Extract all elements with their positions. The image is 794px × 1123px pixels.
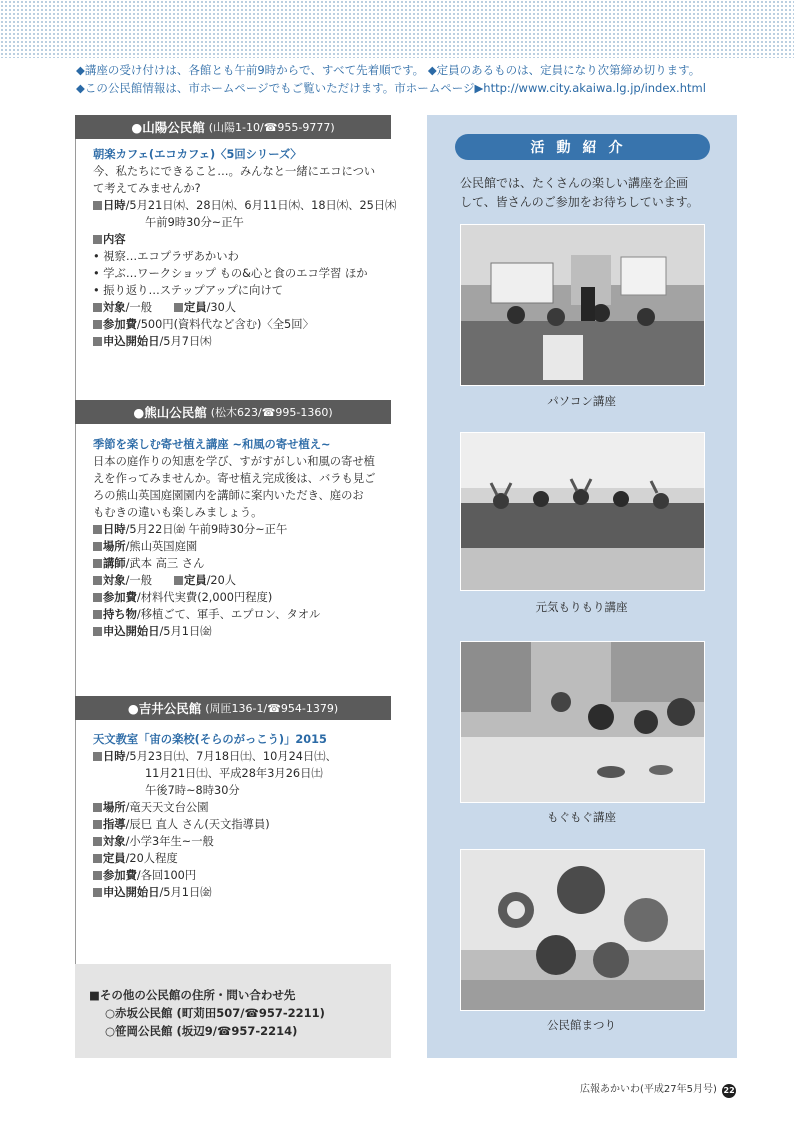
activities-heading: 活動紹介: [455, 134, 710, 160]
notice-line-2: ◆この公民館情報は、市ホームページでもご覧いただけます。市ホームページ▶http://www.city.akaiwa.lg.jp/index.html: [76, 81, 706, 95]
yoshii-start: /5月1日㈮: [159, 886, 212, 899]
activities-intro-2: して、皆さんのご参加をお待ちしています。: [460, 195, 699, 209]
yoshii-place-label: 場所: [103, 801, 126, 814]
bullet-square-icon: [93, 871, 102, 880]
kumayama-desc-1: 日本の庭作りの知恵を学び、すがすがしい和風の寄せ植: [93, 455, 375, 468]
bullet-square-icon: [93, 576, 102, 585]
caption-festival: 公民館まつり: [547, 1018, 616, 1032]
photo-computer-class: [460, 224, 705, 386]
sanyo-date-1: /5月21日㈭、28日㈭、6月11日㈭、18日㈭、25日㈭: [125, 199, 397, 212]
sanyo-item-2: • 学ぶ…ワークショップ もの&心と食のエコ学習 ほか: [93, 267, 368, 280]
bullet-square-icon: [93, 320, 102, 329]
kumayama-section: [93, 436, 389, 640]
yoshii-fee-label: 参加費: [103, 869, 137, 882]
sanyo-name: ●山陽公民館: [131, 120, 205, 135]
kumayama-desc-2: えを作ってみませんか。寄せ植え完成後は、バラも見ご: [93, 472, 376, 485]
sanyo-fee: /500円(資料代など含む)〈全5回〉: [136, 318, 314, 331]
sanyo-title: 朝楽カフェ(エコカフェ)〈5回シリーズ〉: [93, 148, 302, 161]
notice-line-1: ◆講座の受け付けは、各館とも午前9時からで、すべて先着順です。 ◆定員のあるものは、定員になり次第締め切ります。: [76, 63, 701, 77]
photo-exercise-class: [460, 432, 705, 591]
bullet-square-icon: [174, 576, 183, 585]
activities-intro-1: 公民館では、たくさんの楽しい講座を企画: [460, 176, 689, 190]
caption-exercise-class: 元気もりもり講座: [535, 600, 628, 614]
sanyo-item-3: • 振り返り…ステップアップに向けて: [93, 284, 283, 297]
bullet-square-icon: [93, 542, 102, 551]
kumayama-name: ●熊山公民館: [133, 405, 207, 420]
sanyo-capacity-label: 定員: [184, 301, 207, 314]
sanyo-target-label: 対象: [103, 301, 126, 314]
kumayama-place: /熊山英国庭園: [125, 540, 198, 553]
sanyo-date-2: 午前9時30分~正午: [145, 216, 244, 229]
bullet-square-icon: [93, 837, 102, 846]
yoshii-name: ●吉井公民館: [127, 701, 202, 716]
kumayama-desc-3: ろの熊山英国庭園園内を講師に案内いただき、庭のお: [93, 489, 364, 502]
bullet-square-icon: [93, 303, 102, 312]
yoshii-title: 天文教室「宙の楽校(そらのがっこう)」2015: [93, 733, 327, 746]
sanyo-fee-label: 参加費: [103, 318, 137, 331]
kumayama-place-label: 場所: [103, 540, 126, 553]
sanyo-item-1: • 視察…エコプラザあかいわ: [93, 250, 239, 263]
sanyo-capacity: /30人: [206, 301, 237, 314]
contact-title: ■その他の公民館の住所・問い合わせ先: [89, 988, 296, 1002]
sanyo-start-label: 申込開始日: [103, 335, 160, 348]
sanyo-address: (山陽1-10/☎955-9777): [208, 121, 335, 134]
sanyo-start: /5月7日㈭: [159, 335, 212, 348]
yoshii-address: (周匝136-1/☎954-1379): [205, 702, 339, 715]
yoshii-date-1: /5月23日㈯、7月18日㈯、10月24日㈯、: [125, 750, 337, 763]
kumayama-lecturer: /武本 高三 さん: [125, 557, 205, 570]
yoshii-capacity: /20人程度: [125, 852, 178, 865]
contact-akasaka: ○赤坂公民館 (町苅田507/☎957-2211): [105, 1006, 325, 1020]
contact-sasaoka: ○笹岡公民館 (坂辺9/☎957-2214): [105, 1024, 298, 1038]
page-number: 22: [722, 1084, 736, 1098]
yoshii-place: /竜天天文台公園: [125, 801, 209, 814]
kumayama-title: 季節を楽しむ寄せ植え講座 ~和風の寄せ植え~: [93, 438, 331, 451]
bullet-square-icon: [93, 610, 102, 619]
bullet-square-icon: [93, 752, 102, 761]
yoshii-date-2: 11月21日㈯、平成28年3月26日㈯: [145, 767, 323, 780]
yoshii-target-label: 対象: [103, 835, 126, 848]
yoshii-guide: /辰巳 直人 さん(天文指導員): [125, 818, 270, 831]
sanyo-section: [93, 146, 397, 350]
bullet-square-icon: [93, 201, 102, 210]
kumayama-target: /一般: [125, 574, 153, 587]
footer: [580, 1080, 736, 1098]
dotted-header-band: [0, 0, 794, 58]
bullet-square-icon: [93, 854, 102, 863]
kumayama-start: /5月1日㈮: [159, 625, 212, 638]
photo-cooking-class: [460, 641, 705, 803]
kumayama-address: (松木623/☎995-1360): [210, 406, 333, 419]
bullet-square-icon: [93, 803, 102, 812]
yoshii-capacity-label: 定員: [103, 852, 126, 865]
kumayama-capacity-label: 定員: [184, 574, 207, 587]
activities-intro: [460, 174, 715, 212]
footer-publication: 広報あかいわ(平成27年5月号): [580, 1084, 717, 1095]
yoshii-fee: /各回100円: [136, 869, 197, 882]
bullet-square-icon: [93, 525, 102, 534]
kumayama-date: /5月22日㈮ 午前9時30分~正午: [125, 523, 288, 536]
sanyo-content-label: 内容: [103, 233, 126, 246]
kumayama-desc-4: もむきの違いも楽しみましょう。: [93, 506, 263, 519]
caption-cooking-class: もぐもぐ講座: [547, 810, 616, 824]
contact-box: [75, 964, 391, 1058]
sanyo-desc-1: 今、私たちにできること…。みんなと一緒にエコについ: [93, 165, 376, 178]
sanyo-header: [75, 115, 391, 139]
kumayama-fee: /材料代実費(2,000円程度): [136, 591, 273, 604]
kumayama-bring: /移植ごて、軍手、エプロン、タオル: [136, 608, 321, 621]
yoshii-guide-label: 指導: [103, 818, 126, 831]
kumayama-bring-label: 持ち物: [103, 608, 137, 621]
sanyo-date-label: 日時: [103, 199, 126, 212]
sanyo-desc-2: て考えてみませんか?: [93, 182, 201, 195]
yoshii-header: [75, 696, 391, 720]
yoshii-start-label: 申込開始日: [103, 886, 160, 899]
bullet-square-icon: [93, 235, 102, 244]
bullet-square-icon: [174, 303, 183, 312]
kumayama-header: [75, 400, 391, 424]
yoshii-date-3: 午後7時~8時30分: [145, 784, 240, 797]
bullet-square-icon: [93, 888, 102, 897]
bullet-square-icon: [93, 627, 102, 636]
kumayama-target-label: 対象: [103, 574, 126, 587]
caption-computer-class: パソコン講座: [547, 394, 616, 408]
yoshii-date-label: 日時: [103, 750, 126, 763]
kumayama-date-label: 日時: [103, 523, 126, 536]
sanyo-target: /一般: [125, 301, 153, 314]
kumayama-start-label: 申込開始日: [103, 625, 160, 638]
bullet-square-icon: [93, 593, 102, 602]
bullet-square-icon: [93, 559, 102, 568]
kumayama-lecturer-label: 講師: [103, 557, 126, 570]
kumayama-capacity: /20人: [206, 574, 237, 587]
photo-festival: [460, 849, 705, 1011]
bullet-square-icon: [93, 337, 102, 346]
yoshii-section: [93, 731, 389, 901]
kumayama-fee-label: 参加費: [103, 591, 137, 604]
yoshii-target: /小学3年生~一般: [125, 835, 214, 848]
bullet-square-icon: [93, 820, 102, 829]
